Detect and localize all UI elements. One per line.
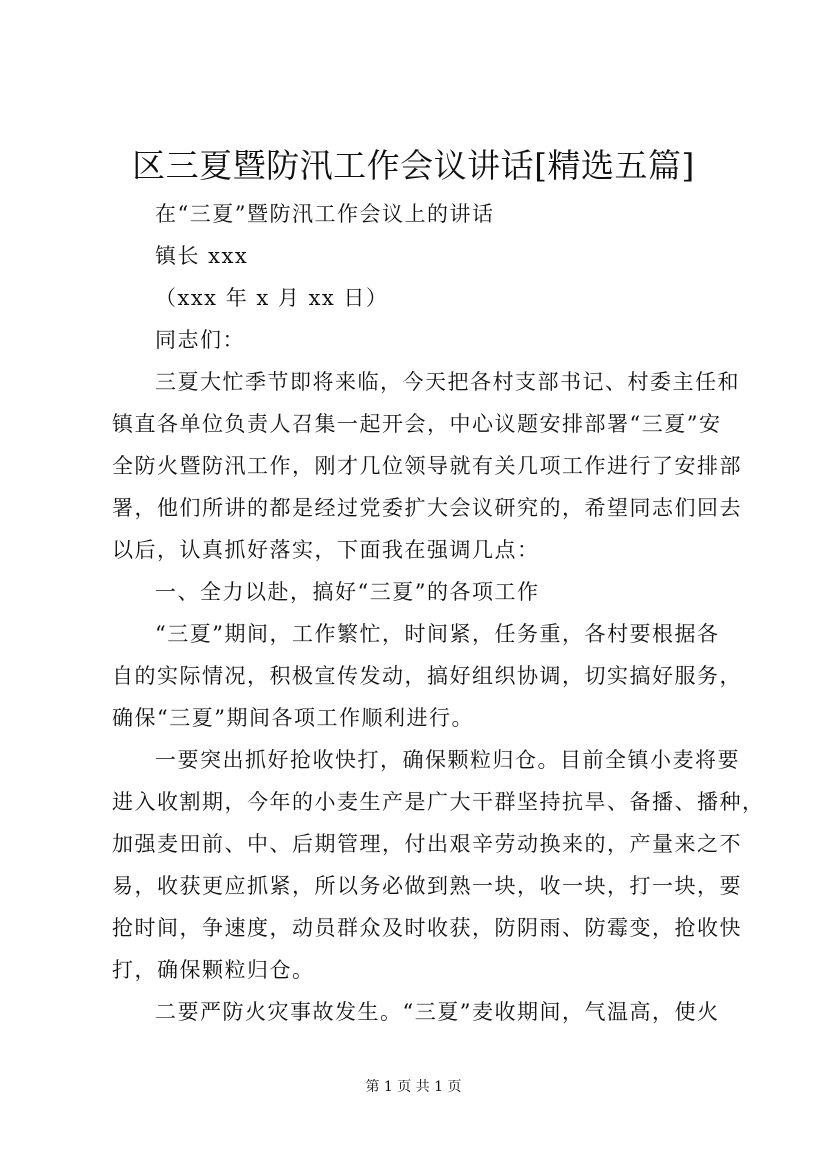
paragraph-line: 以后，认真抓好落实，下面我在强调几点： <box>112 538 540 562</box>
paragraph-line: “三夏”期间，工作繁忙，时间紧，任务重，各村要根据各 <box>155 622 720 646</box>
speech-title: 在“三夏”暨防汛工作会议上的讲话 <box>155 202 495 226</box>
section-heading: 一、全力以赴，搞好“三夏”的各项工作 <box>155 580 540 604</box>
paragraph-line: 镇直各单位负责人召集一起开会，中心议题安排部署“三夏”安 <box>112 412 722 436</box>
paragraph-line: 易，收获更应抓紧，所以务必做到熟一块，收一块，打一块，要 <box>112 874 742 898</box>
paragraph-line: 打，确保颗粒归仓。 <box>112 958 315 982</box>
paragraph-line: 自的实际情况，积极宣传发动，搞好组织协调，切实搞好服务， <box>112 664 742 688</box>
paragraph-line: 二要严防火灾事故发生。“三夏”麦收期间，气温高，使火 <box>155 1000 720 1024</box>
speaker-line: 镇长 xxx <box>155 244 249 268</box>
document-title: 区三夏暨防汛工作会议讲话[精选五篇] <box>132 146 695 185</box>
paragraph-line: 署，他们所讲的都是经过党委扩大会议研究的，希望同志们回去 <box>112 496 742 520</box>
page-footer: 第 1 页 共 1 页 <box>365 1079 462 1095</box>
paragraph-line: 进入收割期，今年的小麦生产是广大干群坚持抗旱、备播、播种， <box>112 790 765 814</box>
paragraph-line: 全防火暨防汛工作，刚才几位领导就有关几项工作进行了安排部 <box>112 454 742 478</box>
date-line: （xxx 年 x 月 xx 日） <box>155 286 389 310</box>
paragraph-line: 一要突出抓好抢收快打，确保颗粒归仓。目前全镇小麦将要 <box>155 748 740 772</box>
paragraph-line: 三夏大忙季节即将来临，今天把各村支部书记、村委主任和 <box>155 370 740 394</box>
paragraph-line: 确保“三夏”期间各项工作顺利进行。 <box>112 706 474 730</box>
salutation: 同志们： <box>155 328 245 352</box>
paragraph-line: 加强麦田前、中、后期管理，付出艰辛劳动换来的，产量来之不 <box>112 832 742 856</box>
paragraph-line: 抢时间，争速度，动员群众及时收获，防阴雨、防霉变，抢收快 <box>112 916 742 940</box>
